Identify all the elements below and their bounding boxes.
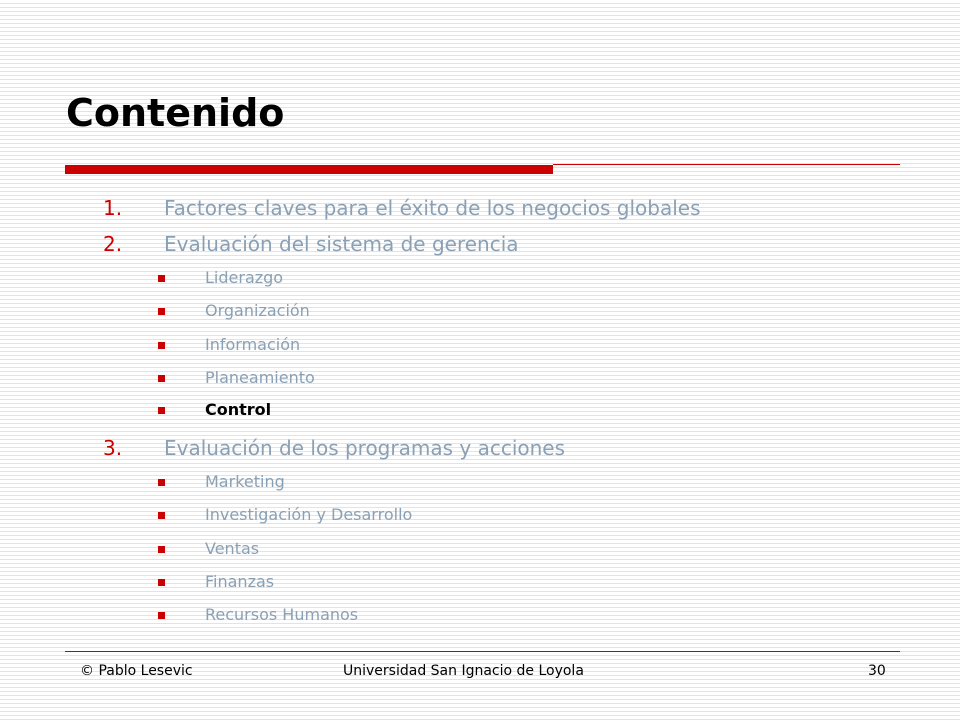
square-bullet-icon	[158, 342, 165, 349]
outline-subitem-label: Organización	[205, 301, 310, 320]
outline-item-label: Factores claves para el éxito de los negocios globales	[164, 196, 701, 220]
outline-subitem-label: Marketing	[205, 472, 285, 491]
outline-item-label: Evaluación del sistema de gerencia	[164, 232, 519, 256]
square-bullet-icon	[158, 407, 165, 414]
square-bullet-icon	[158, 375, 165, 382]
outline-subitem-label: Liderazgo	[205, 268, 284, 287]
outline-subitem-label: Investigación y Desarrollo	[205, 505, 413, 524]
square-bullet-icon	[158, 479, 165, 486]
square-bullet-icon	[158, 579, 165, 586]
outline-subitem-label: Planeamiento	[205, 368, 315, 387]
outline-subitem-label: Recursos Humanos	[205, 605, 359, 624]
footer-page-number: 30	[868, 663, 886, 679]
outline-item-number: 3.	[103, 436, 123, 460]
footer-institution: Universidad San Ignacio de Loyola	[343, 663, 584, 679]
outline-item-number: 1.	[103, 196, 123, 220]
outline-subitem-label: Información	[205, 335, 301, 354]
slide-title: Contenido	[66, 91, 285, 135]
square-bullet-icon	[158, 546, 165, 553]
outline-subitem-label: Ventas	[205, 539, 260, 558]
footer-author: © Pablo Lesevic	[80, 663, 193, 679]
outline-item-number: 2.	[103, 232, 123, 256]
outline-subitem-label: Control	[205, 400, 272, 419]
outline-item-label: Evaluación de los programas y acciones	[164, 436, 566, 460]
footer-divider	[65, 651, 900, 652]
square-bullet-icon	[158, 612, 165, 619]
outline-subitem-label: Finanzas	[205, 572, 275, 591]
square-bullet-icon	[158, 512, 165, 519]
square-bullet-icon	[158, 275, 165, 282]
square-bullet-icon	[158, 308, 165, 315]
